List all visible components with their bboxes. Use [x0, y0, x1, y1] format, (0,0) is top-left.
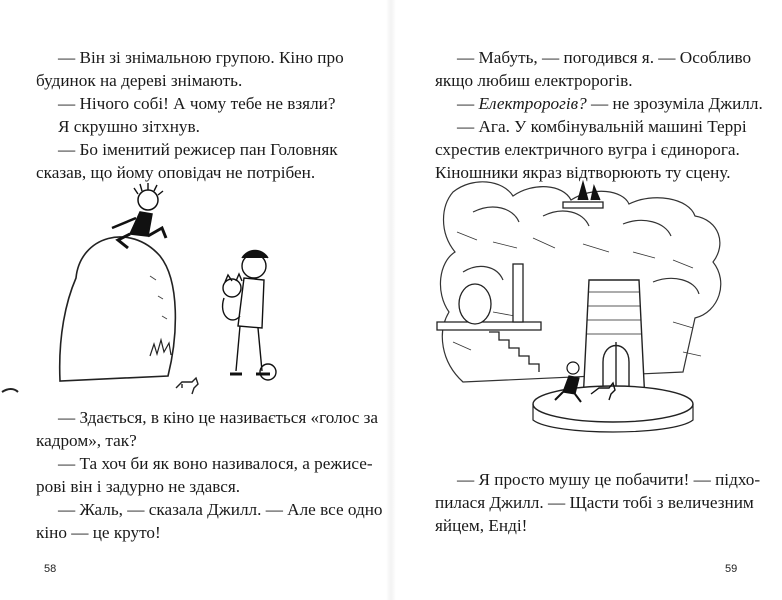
- boy-with-cat-drawing: [223, 251, 276, 381]
- text-line: — Бо іменитий режисер пан Головняк: [58, 140, 338, 159]
- text-line: Кіношники якраз відтворюють ту сцену.: [435, 163, 731, 182]
- left-text-top: [36, 46, 344, 184]
- right-text-bottom: [435, 468, 760, 537]
- text-line: рові він і задурно не здався.: [36, 477, 241, 496]
- giant-egg-drawing: [60, 237, 176, 381]
- text-line: — Він зі знімальною групою. Кіно про: [58, 48, 344, 67]
- text-line: — Жаль, — сказала Джилл. — Але все одно: [58, 500, 383, 519]
- page-number-left: 58: [44, 563, 57, 575]
- text-line: яйцем, Енді!: [435, 516, 528, 535]
- text-line: — Здається, в кіно це називається «голос за: [58, 408, 379, 427]
- text-line: — Нічого собі! А чому тебе не взяли?: [58, 94, 336, 113]
- text-fragment: — не зрозуміла Джилл.: [586, 94, 763, 113]
- text-line: якщо любиш електророгів.: [435, 71, 633, 90]
- text-line: кіно — це круто!: [36, 523, 161, 542]
- small-dog-drawing: [176, 378, 198, 394]
- text-line: — Я просто мушу це побачити! — підхо-: [457, 470, 761, 489]
- tower-drawing: [583, 280, 645, 402]
- text-line: — Ага. У комбінувальній машині Террі: [457, 117, 747, 136]
- emphasis-word: Електророгів?: [478, 94, 587, 113]
- foliage-drawing: [440, 182, 720, 382]
- text-line: Я скрушно зітхнув.: [58, 117, 200, 136]
- text-line: — Мабуть, — погодився я. — Особливо: [457, 48, 752, 67]
- illustration-treehouse: [433, 172, 733, 462]
- illustration-boy-on-egg: [0, 166, 391, 396]
- left-text-bottom: [36, 406, 383, 544]
- text-line: схрестив електричного вугра і єдинорога.: [435, 140, 740, 159]
- text-line: кадром», так?: [36, 431, 137, 450]
- boy-on-egg-drawing: [112, 183, 166, 248]
- right-page: [391, 0, 782, 600]
- text-line: пилася Джилл. — Щасти тобі з величезним: [435, 493, 754, 512]
- text-line: будинок на дереві знімають.: [36, 71, 243, 90]
- text-line: — Електророгів? — не зрозуміла Джилл.: [457, 94, 763, 113]
- page-number-right: 59: [725, 563, 738, 575]
- left-platform-drawing: [437, 264, 541, 372]
- text-line: — Та хоч би як воно називалося, а режисе-: [58, 454, 373, 473]
- text-line: сказав, що йому оповідач не потрібен.: [36, 163, 316, 182]
- right-text-top: [435, 46, 763, 184]
